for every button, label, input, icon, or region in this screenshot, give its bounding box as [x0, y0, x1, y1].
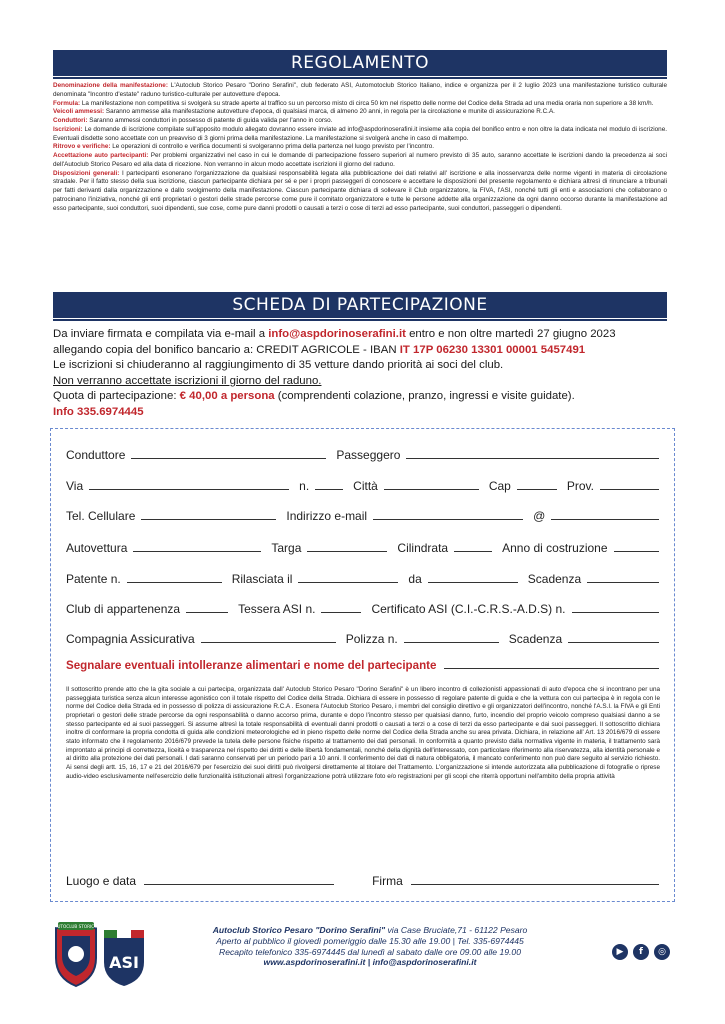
conduttore-field[interactable] — [131, 457, 326, 459]
club-contacts: Autoclub Storico Pesaro "Dorino Serafini" via Case Bruciate,71 - 61122 Pesaro Aperto al pubblico il giovedì pomeriggio dalle 15.30 alle 19.00 | Tel. 335-6974445 Recapito telefonico 335-6974445 dal lunedì al sabato dalle ore 09.00 alle 19.00 www.aspdorinoserafini.it | info@aspdorinoserafini.it — [175, 925, 565, 968]
email-user-field[interactable] — [373, 518, 523, 520]
row-allergie: Segnalare eventuali intolleranze alimentari e nome del partecipante — [66, 656, 659, 672]
passeggero-field[interactable] — [406, 457, 659, 459]
cap-field[interactable] — [517, 488, 557, 490]
rule-conduttori: Conduttori: Saranno ammessi conduttori in possesso di patente di guida valida per l'anno in corso. — [53, 117, 333, 124]
allergie-field[interactable] — [444, 667, 659, 669]
patente-field[interactable] — [127, 581, 222, 583]
instagram-icon[interactable]: ◎ — [654, 944, 670, 960]
citta-field[interactable] — [384, 488, 479, 490]
email-link[interactable]: info@aspdorinoserafini.it — [268, 328, 406, 340]
autoclub-logo — [55, 922, 99, 986]
row-indirizzo: Via n. Città Cap Prov. — [66, 473, 659, 493]
polizza-field[interactable] — [404, 641, 499, 643]
scheda-intro: Da inviare firmata e compilata via e-mail a info@aspdorinoserafini.it entro e non oltre martedì 27 giugno 2023 allegando copia del bonifico bancario a: CREDIT AGRICOLE - IBAN IT 17P 06230 13301 00001 5457491 Le iscrizioni si chiuderanno al raggiungimento di 35 vetture dando priorità ai soci del club. Non verranno accettate iscrizioni il giorno del raduno. Quota di partecipazione: € 40,00 a persona (comprendenti colazione, pranzo, ingressi e visite guidate). Info 335.6974445 — [53, 327, 673, 420]
row-assicurazione: Compagnia Assicurativa Polizza n. Scadenza — [66, 626, 659, 646]
club-logos — [48, 918, 168, 988]
prov-field[interactable] — [600, 488, 659, 490]
luogo-data-field[interactable] — [144, 883, 334, 885]
row-contatti: Tel. Cellulare Indirizzo e-mail @ — [66, 503, 659, 523]
da-field[interactable] — [428, 581, 518, 583]
rule-disposizioni: Disposizioni generali: I partecipanti esonerano l'organizzazione da qualsiasi responsabilità legata alla pubblicazione dei dati relativi all' iscrizione e alla inosservanza delle norme vigenti in materia di circolazione stradale. Per il fatto stesso della sua iscrizione, ciascun partecipante dichiara per sé e per i propri passeggeri di conoscere e accettare le disposizioni del presente regolamento e dichiara altresì di rinunciare a tribunali per fatti derivanti dalla organizzazione e dallo svolgimento della manifestazione. Ciascun partecipante dichiara di sollevare il Club organizzatore, la FIVA, l'ASI, nonché tutti gli enti e associazioni che collaborano o patrocinano l'iniziativa, nonché gli enti proprietari o gestori delle strade percorse come pure il comitato organizzatore e tutte le persone addette alla organizzazione da ogni danno occorso durante la manifestazione ad esso partecipante, suoi conduttori, suoi dipendenti, sue cose, come pure danni prodotti o causati a terzi o cose di terzi ad esso partecipante, suoi conduttori, passeggeri o dipendenti. — [53, 169, 667, 212]
rule-formula: Formula: La manifestazione non competitiva si svolgerà su strade aperte al traffico su un percorso misto di circa 50 km nel rispetto delle norme del Codice della Strada ad una media oraria non superiore a 38 km/h. — [53, 99, 654, 107]
facebook-icon[interactable]: f — [633, 944, 649, 960]
scadenza-polizza-field[interactable] — [568, 641, 659, 643]
rule-accettazione: Accettazione auto partecipanti: Per problemi organizzativi nel caso in cui le domande di partecipazione fossero superiori al numero previsto di 35 auto, saranno accettate le iscrizioni dando la precedenza ai soci dell'Autoclub Storico Pesaro ed alla data di ricezione. Non verranno in alcun modo accettate iscrizioni il giorno del raduno. — [53, 152, 667, 168]
fee: € 40,00 a persona — [179, 390, 275, 402]
rilasciata-field[interactable] — [298, 581, 398, 583]
rule-ritrovo: Ritrovo e verifiche: Le operazioni di controllo e verifica documenti si svolgeranno prima della partenza nel luogo previsto per l'incontro. — [53, 143, 434, 151]
cilindrata-field[interactable] — [454, 550, 492, 552]
iban: IT 17P 06230 13301 00001 5457491 — [399, 343, 586, 356]
svg-text:AUTOCLUB STORICO: AUTOCLUB STORICO — [54, 924, 98, 929]
info-phone: Info 335.6974445 — [53, 405, 144, 418]
rule-veicoli: Veicoli ammessi: Saranno ammesse alla manifestazione autovetture d'epoca, di qualsiasi marca, di almeno 20 anni, in regola per la circolazione e munite di assicurazione R.C.A. — [53, 108, 555, 116]
autovettura-field[interactable] — [133, 550, 261, 552]
compagnia-field[interactable] — [201, 641, 336, 643]
youtube-icon[interactable]: ▶ — [612, 944, 628, 960]
svg-text:ASI: ASI — [109, 953, 139, 972]
scheda-header: SCHEDA DI PARTECIPAZIONE — [53, 292, 667, 318]
certificato-field[interactable] — [572, 611, 659, 613]
email-domain-field[interactable] — [551, 518, 659, 520]
tessera-field[interactable] — [321, 611, 361, 613]
social-icons — [612, 944, 670, 960]
row-firma: Luogo e data Firma — [66, 870, 659, 888]
website-link[interactable]: www.aspdorinoserafini.it | info@aspdorinoserafini.it — [263, 957, 477, 968]
scadenza-patente-field[interactable] — [587, 581, 659, 583]
row-conduttore: Conduttore Passeggero — [66, 442, 659, 462]
rule-denominazione: Denominazione della manifestazione: L'Autoclub Storico Pesaro "Dorino Serafini", club federato ASI, Automotoclub Storico Italiano, indice e organizza per il 2 luglio 2023 una manifestazione turistico culturale denominata "Incontro d'estate" raduno turistico-culturale per autovetture d'epoca. — [53, 82, 667, 98]
numero-field[interactable] — [315, 488, 343, 490]
regolamento-header: REGOLAMENTO — [53, 50, 667, 76]
targa-field[interactable] — [307, 550, 387, 552]
rule-iscrizioni: Iscrizioni: Le domande di iscrizione compilate sull'apposito modulo allegato dovranno essere inviate ad info@aspdorinoserafini.it insieme alla copia del bonifico entro e non oltre la data indicata nel modulo di iscrizione. Eventuali disdette sono accettate con un preavviso di 3 giorni prima della manifestazione. La manifestazione si svolgerà anche in caso di maltempo. — [53, 125, 667, 142]
club-field[interactable] — [186, 611, 228, 613]
tel-field[interactable] — [141, 518, 276, 520]
via-field[interactable] — [89, 488, 289, 490]
row-club: Club di appartenenza Tessera ASI n. Certificato ASI (C.I.-C.R.S.-A.D.S) n. — [66, 596, 659, 616]
anno-field[interactable] — [614, 550, 659, 552]
firma-field[interactable] — [411, 883, 659, 885]
row-auto: Autovettura Targa Cilindrata Anno di costruzione — [66, 535, 659, 555]
asi-logo — [104, 930, 144, 986]
privacy-text: Il sottoscritto prende atto che la gita sociale a cui partecipa, organizzata dall' Autoclub Storico Pesaro "Dorino Serafini" è un libero incontro di collezionisti appassionati di auto d'epoca che si incontrano per una passeggiata turistica senza alcun interesse agonistico con il totale rispetto del Codice della Strada. Dichiara di essere in possesso di regolare patente di guida e che la vettura con cui partecipa è in regola con le norme del Codice della Strada ed in possesso di polizza di assicurazione R.C.A . Esonera l'Autoclub Storico Pesaro, i membri del consiglio direttivo e gli organizzatori dell'incontro, nonché l'A.S.I. la FIVA e gli Enti proprietari o gestori delle strade percorse da ogni responsabilità o danno accorso prima, durante e dopo l'incontro stesso per qualsiasi danno, furto, incendio del proprio veicolo compreso qualsiasi danno a se stesso partecipante ed ai suoi passeggeri. Si assume altresì la totale responsabilità di eventuali danni prodotti o causati a terzi o a cose di terzi da esso partecipante e dai suoi passeggeri. Il sottoscritto dichiara inoltre di conformare la propria condotta di guida alle condizioni meteorologiche ed in pieno rispetto delle norme del Codice della Strada anche su area privata. Dichiara, in relazione all' Art. 13 2016/679 di essere stato informato che il regolamento 2016/679 prevede la tutela delle persone fisiche rispetto al trattamento dei dati personali. In conformità a quanto previsto dalla normativa vigente in materia, il trattamento sarà improntato ai principi di correttezza, liceità e trasparenza nel rispetto dei diritti e delle libertà fondamentali, nonché della dignità dell'interessato, con particolare riferimento alla riservatezza, alla identità personale e al diritto alla protezione dei dati personali. I dati saranno conservati per un periodo pari a 10 anni. Il conferimento dei dati di natura obbligatoria, il mancato conferimento non può dare seguito al servizio richiesto. Ai sensi degli artt. 15, 16, 17 e 21 del 2016/679 per l'esercizio dei suoi diritti può rivolgersi direttamente al titolare del Trattamento. L'organizzazione si intende autorizzata alla pubblicazione di fotografie o riprese audio-video esclusivamente nell'esercizio delle funzionalità istituzionali altresì l'organizzazione potrà utilizzare foto e/o registrazioni per gli scopi che riterrà opportuni nell'ambito della propria attività — [66, 686, 660, 780]
row-patente: Patente n. Rilasciata il da Scadenza — [66, 566, 659, 586]
regolamento-text — [53, 82, 667, 213]
